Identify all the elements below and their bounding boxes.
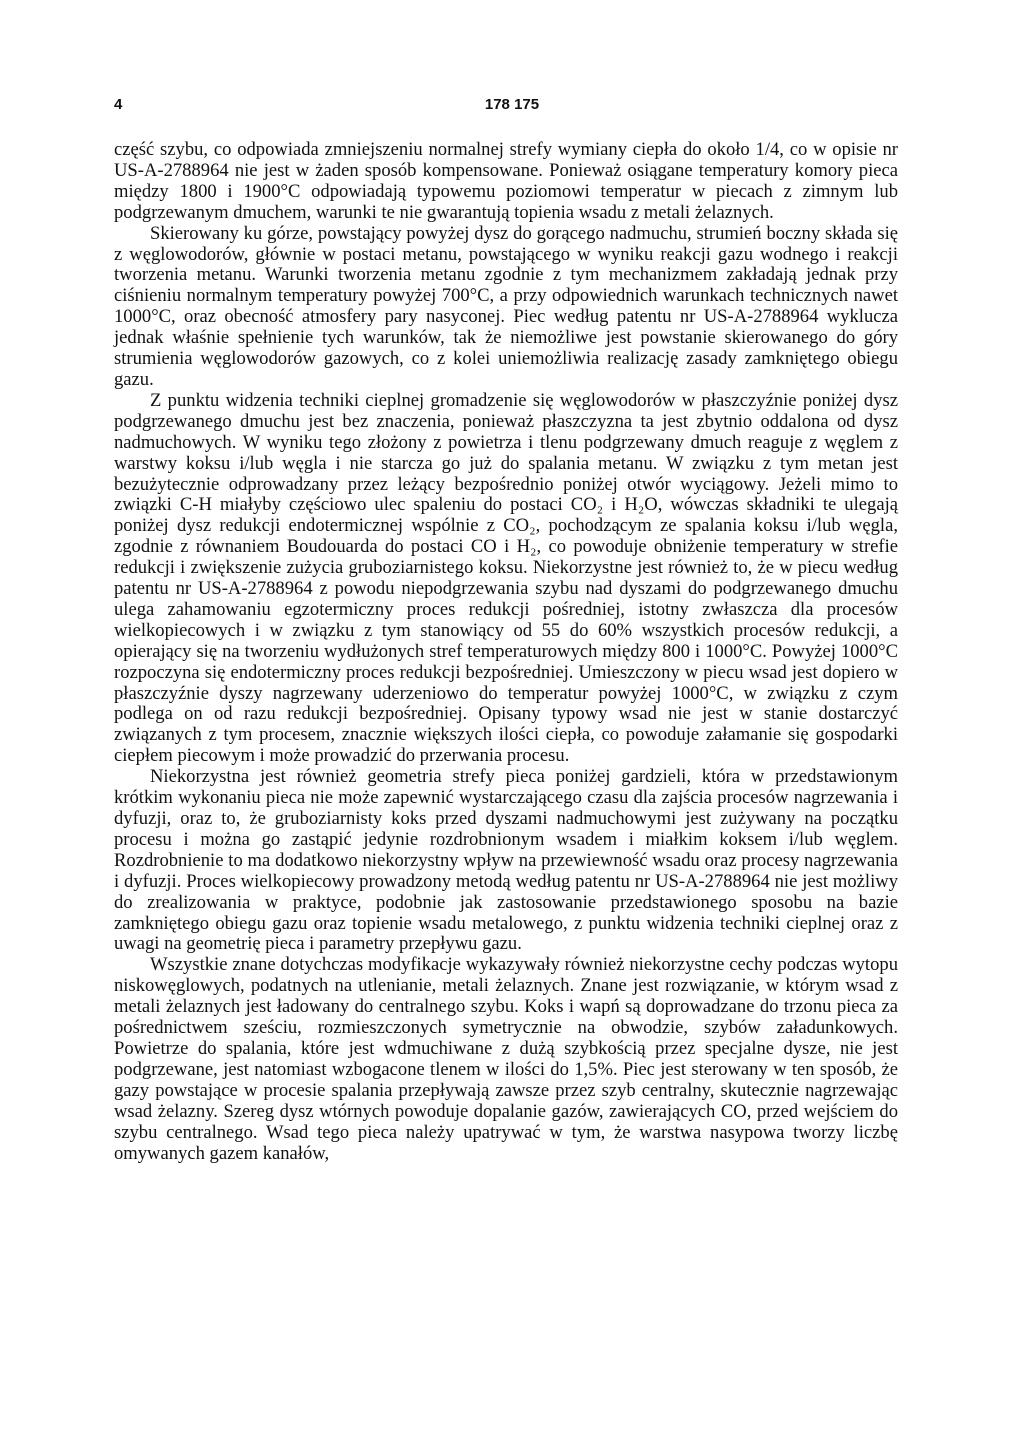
paragraph-2: Skierowany ku górze, powstający powyżej dysz do gorącego nadmuchu, strumień boczny składa się z węglowodorów, głównie w postaci metanu, powstającego w wyniku reakcji gazu wodnego i reakcji tworzenia metanu. Warunki tworzenia metanu zgodnie z tym mechanizmem zakładają jednak przy ciśnieniu normalnym temperatury powyżej 700°C, a przy odpowiednich warunkach technicznych nawet 1000°C, oraz obecność atmosfery pary nasyconej. Piec według patentu nr US-A-2788964 wyklucza jednak właśnie spełnienie tych warunków, tak że niemożliwe jest powstanie skierowanego do góry strumienia węglowodorów gazowych, co z kolei uniemożliwia realizację zasady zamkniętego obiegu gazu.: [114, 222, 898, 390]
paragraph-5: Wszystkie znane dotychczas modyfikacje wykazywały również niekorzystne cechy podczas wytopu niskowęglowych, podatnych na utlenianie, metali żelaznych. Znane jest rozwiązanie, w którym wsad z metali żelaznych jest ładowany do centralnego szybu. Koks i wapń są doprowadzane do trzonu pieca za pośrednictwem sześciu, rozmieszczonych symetrycznie na obwodzie, szybów załadunkowych. Powietrze do spalania, które jest wdmuchiwane z dużą szybkością przez specjalne dysze, nie jest podgrzewane, jest natomiast wzbogacone tlenem w ilości do 1,5%. Piec jest sterowany w ten sposób, że gazy powstające w procesie spalania przepływają zawsze przez szyb centralny, skutecznie nagrzewając wsad żelazny. Szereg dysz wtórnych powoduje dopalanie gazów, zawierających CO, przed wejściem do szybu centralnego. Wsad tego pieca należy upatrywać w tym, że warstwa nasypowa tworzy liczbę omywanych gazem kanałów,: [114, 954, 898, 1164]
body-text: [114, 140, 898, 1164]
patent-number: 178 175: [484, 96, 540, 113]
paragraph-1: część szybu, co odpowiada zmniejszeniu normalnej strefy wymiany ciepła do około 1/4, co w opisie nr US-A-2788964 nie jest w żaden sposób kompensowane. Ponieważ osiągane temperatury komory pieca między 1800 i 1900°C odpowiadają typowemu poziomowi temperatur w piecach z zimnym lub podgrzewanym dmuchem, warunki te nie gwarantują topienia wsadu z metali żelaznych.: [114, 139, 898, 223]
page-number: 4: [114, 96, 123, 113]
paragraph-3: Z punktu widzenia techniki cieplnej gromadzenie się węglowodorów w płaszczyźnie poniżej dysz podgrzewanego dmuchu jest bez znaczenia, ponieważ płaszczyzna ta jest zbytnio oddalona od dysz nadmuchowych. W wyniku tego złożony z powietrza i tlenu podgrzewany dmuch reaguje z węglem z warstwy koksu i/lub węgla i nie starcza go już do spalania metanu. W związku z tym metan jest bezużytecznie odprowadzany przez leżący bezpośrednio poniżej otwór wyciągowy. Jeżeli mimo to związki C-H miałyby częściowo ulec spaleniu do postaci CO₂ i H₂O, wówczas składniki te ulegają poniżej dysz redukcji endotermicznej wspólnie z CO₂, pochodzącym ze spalania koksu i/lub węgla, zgodnie z równaniem Boudouarda do postaci CO i H₂, co powoduje obniżenie temperatury w strefie redukcji i zwiększenie zużycia gruboziarnistego koksu. Niekorzystne jest również to, że w piecu według patentu nr US-A-2788964 z powodu niepodgrzewania szybu nad dyszami do podgrzewanego dmuchu ulega zahamowaniu egzotermiczny proces redukcji pośredniej, istotny zwłaszcza dla procesów wielkopiecowych i w związku z tym stanowiący od 55 do 60% wszystkich procesów redukcji, a opierający się na tworzeniu wydłużonych stref temperaturowych między 800 i 1000°C. Powyżej 1000°C rozpoczyna się endotermiczny proces redukcji bezpośredniej. Umieszczony w piecu wsad jest dopiero w płaszczyźnie dyszy nagrzewany uderzeniowo do temperatur powyżej 1000°C, w związku z czym podlega on od razu redukcji bezpośredniej. Opisany typowy wsad nie jest w stanie dostarczyć związanych z tym procesem, znacznie większych ilości ciepła, co powoduje załamanie się gospodarki ciepłem piecowym i może prowadzić do przerwania procesu.: [114, 389, 898, 767]
paragraph-4: Niekorzystna jest również geometria strefy pieca poniżej gardzieli, która w przedstawionym krótkim wykonaniu pieca nie może zapewnić wystarczającego czasu dla zajścia procesów nagrzewania i dyfuzji, oraz to, że gruboziarnisty koks przed dyszami nadmuchowymi jest zużywany na początku procesu i można go zastąpić jedynie rozdrobnionym wsadem i miałkim koksem i/lub węglem. Rozdrobnienie to ma dodatkowo niekorzystny wpływ na przewiewność wsadu oraz procesy nagrzewania i dyfuzji. Proces wielkopiecowy prowadzony metodą według patentu nr US-A-2788964 nie jest możliwy do zrealizowania w praktyce, podobnie jak zastosowanie przedstawionego sposobu na bazie zamkniętego obiegu gazu oraz topienie wsadu metalowego, z punktu widzenia techniki cieplnej oraz z uwagi na geometrię pieca i parametry przepływu gazu.: [114, 766, 898, 955]
